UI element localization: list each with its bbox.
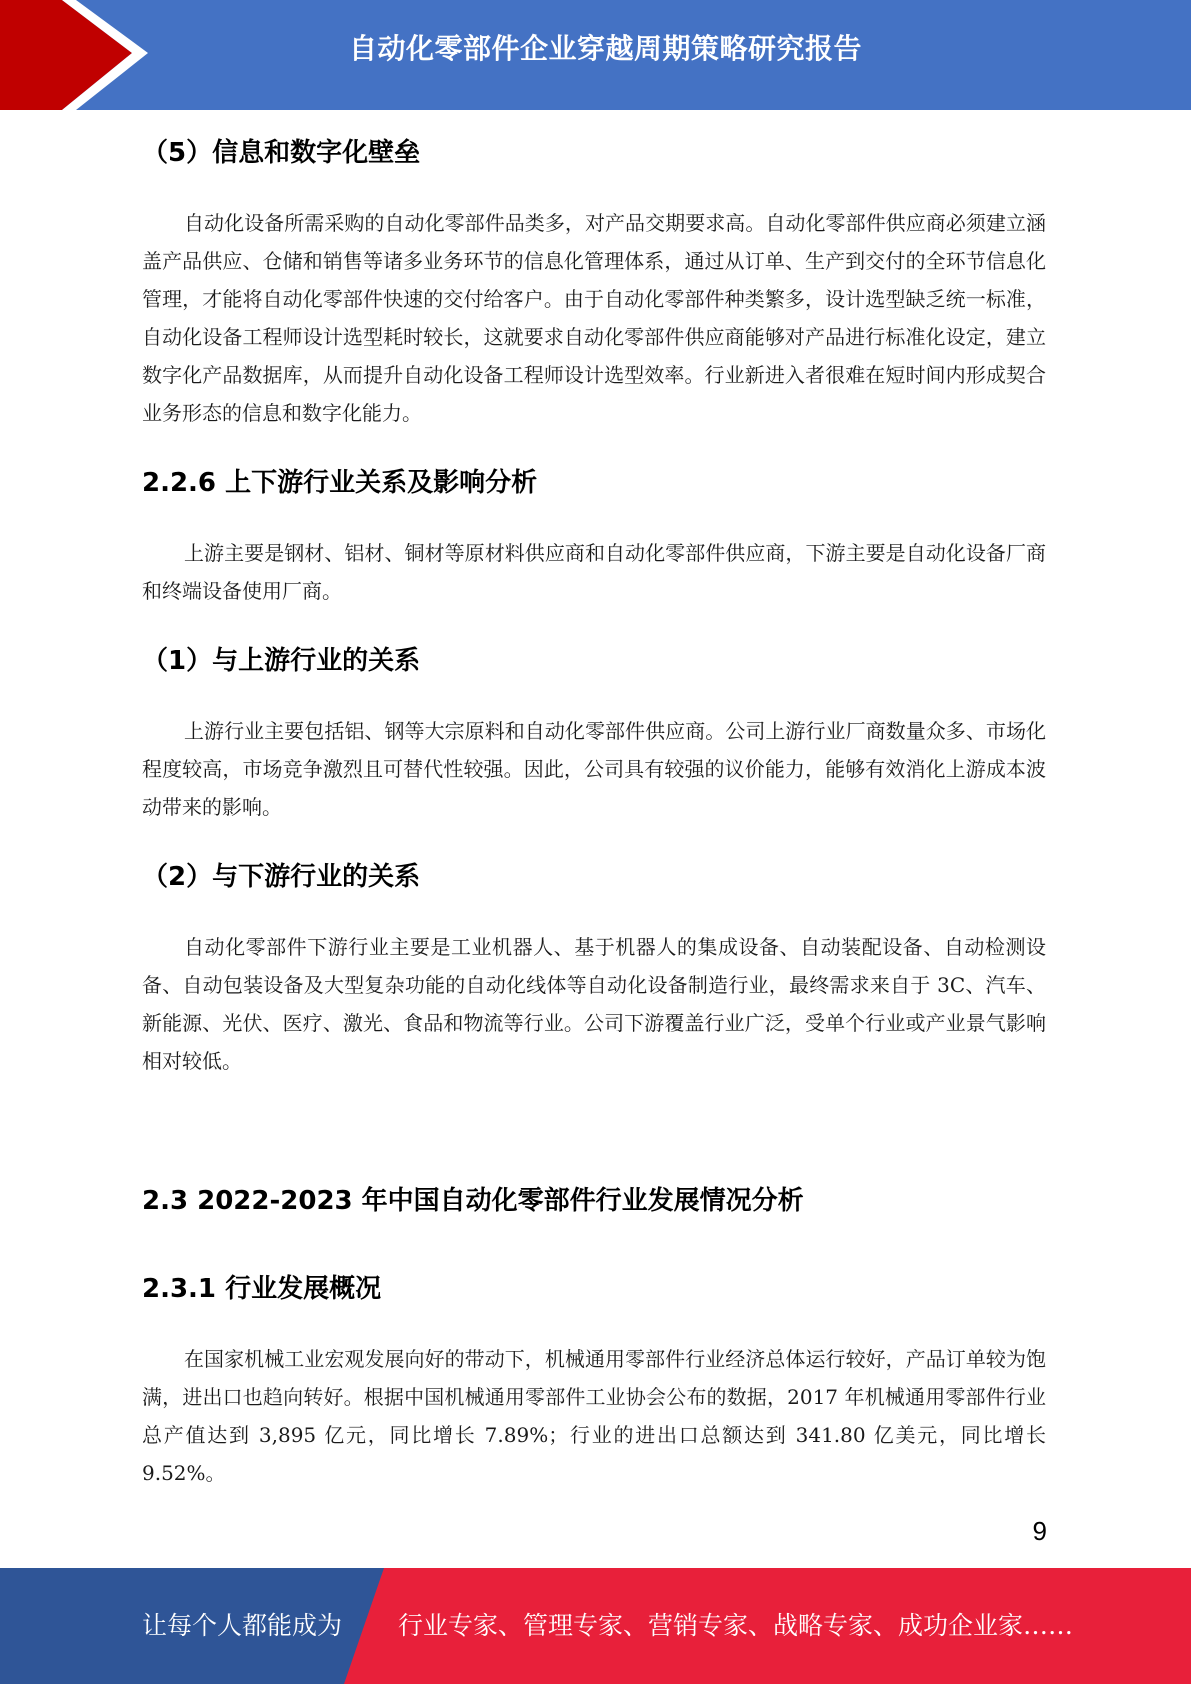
footer-slogan-left: 让每个人都能成为 <box>142 1611 343 1640</box>
page-footer <box>0 1568 1191 1684</box>
heading-industry-overview: 2.3.1 行业发展概况 <box>142 1274 382 1304</box>
heading-upstream-downstream: 2.2.6 上下游行业关系及影响分析 <box>142 468 538 498</box>
page-header <box>0 0 1191 110</box>
heading-downstream-relation: （2）与下游行业的关系 <box>142 862 421 892</box>
heading-upstream-relation: （1）与上游行业的关系 <box>142 646 421 676</box>
page-number: 9 <box>1032 1516 1047 1546</box>
paragraph-digital-barrier: 自动化设备所需采购的自动化零部件品类多，对产品交期要求高。自动化零部件供应商必须建立涵盖产品供应、仓储和销售等诸多业务环节的信息化管理体系，通过从订单、生产到交付的全环节信息化管理，才能将自动化零部件快速的交付给客户。由于自动化零部件种类繁多，设计选型缺乏统一标准，自动化设备工程师设计选型耗时较长，这就要求自动化零部件供应商能够对产品进行标准化设定，建立数字化产品数据库，从而提升自动化设备工程师设计选型效率。行业新进入者很难在短时间内形成契合业务形态的信息和数字化能力。 <box>142 211 1046 425</box>
paragraph-downstream-relation: 自动化零部件下游行业主要是工业机器人、基于机器人的集成设备、自动装配设备、自动检测设备、自动包装设备及大型复杂功能的自动化线体等自动化设备制造行业，最终需求来自于 3C、汽车、新能源、光伏、医疗、激光、食品和物流等行业。公司下游覆盖行业广泛，受单个行业或产业景气影响相对较低。 <box>142 935 1046 1073</box>
paragraph-industry-overview: 在国家机械工业宏观发展向好的带动下，机械通用零部件行业经济总体运行较好，产品订单较为饱满，进出口也趋向转好。根据中国机械通用零部件工业协会公布的数据，2017 年机械通用零部件行业总产值达到 3,895 亿元，同比增长 7.89%；行业的进出口总额达到 341.80 亿美元，同比增长 9.52%。 <box>142 1347 1046 1485</box>
footer-slogan-right: 行业专家、管理专家、营销专家、战略专家、成功企业家…… <box>398 1611 1074 1640</box>
report-title: 自动化零部件企业穿越周期策略研究报告 <box>348 32 862 65</box>
heading-industry-development: 2.3 2022-2023 年中国自动化零部件行业发展情况分析 <box>142 1186 804 1216</box>
paragraph-upstream-downstream: 上游主要是钢材、铝材、铜材等原材料供应商和自动化零部件供应商，下游主要是自动化设备厂商和终端设备使用厂商。 <box>142 541 1046 603</box>
paragraph-upstream-relation: 上游行业主要包括铝、钢等大宗原料和自动化零部件供应商。公司上游行业厂商数量众多、市场化程度较高，市场竞争激烈且可替代性较强。因此，公司具有较强的议价能力，能够有效消化上游成本波动带来的影响。 <box>142 719 1046 819</box>
heading-digital-barrier: （5）信息和数字化壁垒 <box>142 138 421 168</box>
